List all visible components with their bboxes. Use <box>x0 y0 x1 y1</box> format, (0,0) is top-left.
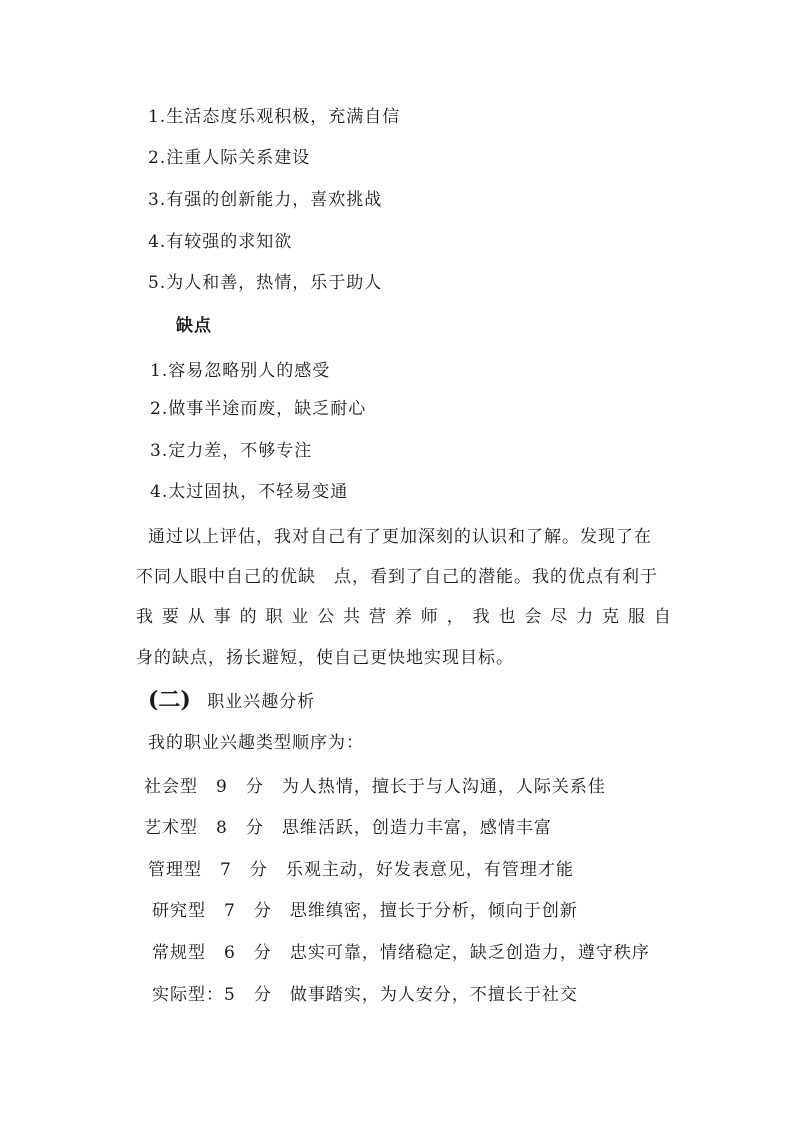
interest-item: 常规型 6 分 忠实可靠，情绪稳定，缺乏创造力，遵守秩序 <box>152 943 650 963</box>
interest-item: 研究型 7 分 思维缜密，擅长于分析，倾向于创新 <box>152 901 578 921</box>
interest-intro: 我的职业兴趣类型顺序为： <box>148 733 364 753</box>
interest-item: 艺术型 8 分 思维活跃，创造力丰富，感情丰富 <box>144 818 552 838</box>
summary-line: 身的缺点，扬长避短，使自己更快地实现目标。 <box>136 648 514 668</box>
summary-line-justified: 我 要 从 事 的 职 业 公 共 营 养 师 ， 我 也 会 尽 力 克 服 自 <box>136 607 672 627</box>
interest-item: 社会型 9 分 为人热情，擅长于与人沟通，人际关系佳 <box>144 777 606 797</box>
weakness-item: 1.容易忽略别人的感受 <box>150 361 331 381</box>
strength-item: 1.生活态度乐观积极，充满自信 <box>148 107 401 127</box>
weakness-heading: 缺点 <box>176 316 212 336</box>
weakness-item: 2.做事半途而废，缺乏耐心 <box>150 399 367 419</box>
strength-item: 3.有强的创新能力，喜欢挑战 <box>148 190 383 210</box>
interest-item: 管理型 7 分 乐观主动，好发表意见，有管理才能 <box>148 860 574 880</box>
section-number: (二) <box>148 687 191 713</box>
strength-item: 4.有较强的求知欲 <box>148 232 293 252</box>
summary-line: 不同人眼中自己的优缺 点，看到了自己的潜能。我的优点有利于 <box>136 567 658 587</box>
summary-line: 通过以上评估，我对自己有了更加深刻的认识和了解。发现了在 <box>148 527 652 547</box>
interest-item: 实际型：5 分 做事踏实，为人安分，不擅长于社交 <box>152 985 578 1005</box>
strength-item: 2.注重人际关系建设 <box>148 148 311 168</box>
section-heading <box>148 689 315 713</box>
section-title: 职业兴趣分析 <box>207 692 316 712</box>
weakness-item: 3.定力差，不够专注 <box>150 441 313 461</box>
strength-item: 5.为人和善，热情，乐于助人 <box>148 273 383 293</box>
weakness-item: 4.太过固执，不轻易变通 <box>150 482 349 502</box>
